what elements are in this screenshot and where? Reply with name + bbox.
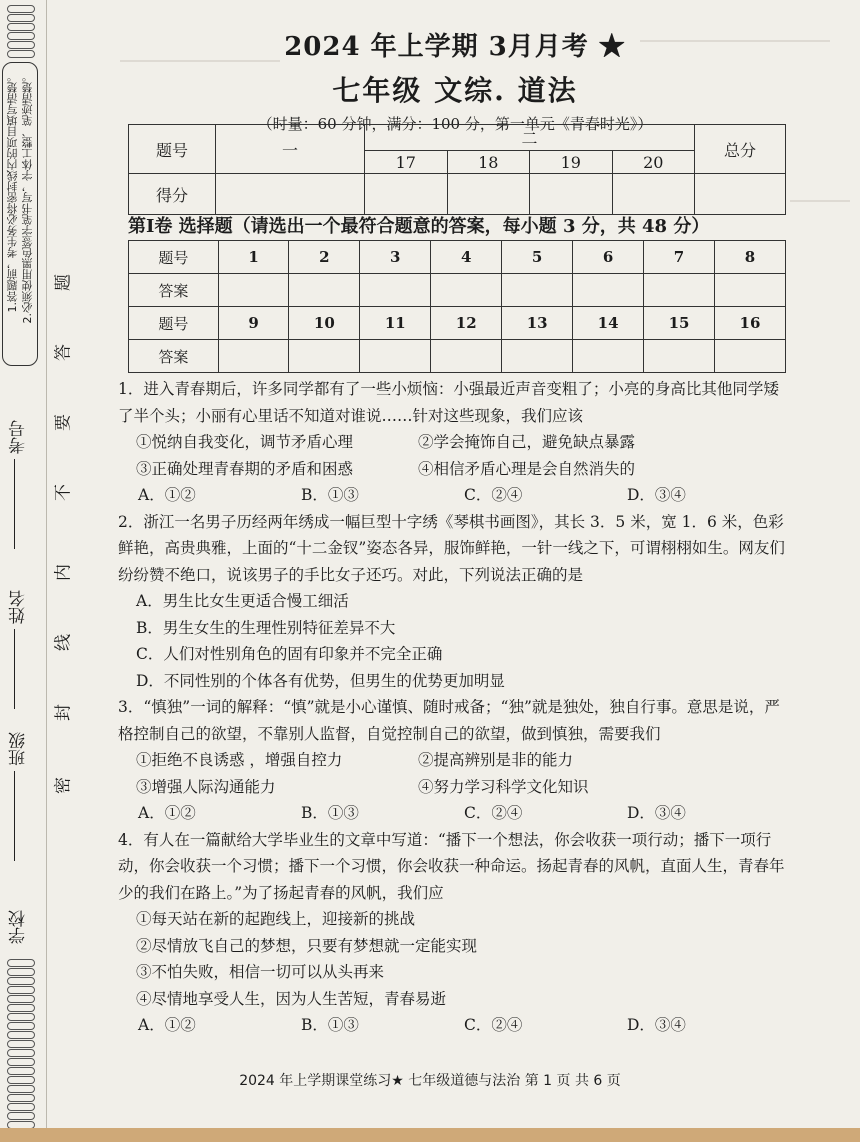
exam-subject: 七年级 文综. 道法 bbox=[332, 74, 578, 107]
answer-cell[interactable] bbox=[289, 274, 360, 307]
choice-b[interactable]: B．男生女生的生理性别特征差异不大 bbox=[136, 618, 396, 637]
score-cell[interactable] bbox=[216, 174, 365, 215]
score-sub-number: 19 bbox=[530, 151, 613, 174]
score-table bbox=[128, 124, 786, 215]
answer-label: 答案 bbox=[129, 340, 219, 373]
choice-d[interactable]: D．③④ bbox=[627, 486, 686, 504]
score-col-label: 题号 bbox=[129, 125, 216, 174]
question-stem: 3．“慎独”一词的解释：“慎”就是小心谨慎、随时戒备；“独”就是独处，独自行事。意思是说，严格控制自己的欲望，不靠别人监督，自觉控制自己的欲望，做到慎独，需要我们 bbox=[118, 698, 780, 743]
score-cell[interactable] bbox=[447, 174, 530, 215]
score-sub-number: 17 bbox=[365, 151, 448, 174]
score-part1: 一 bbox=[216, 125, 365, 174]
answer-cell[interactable] bbox=[644, 274, 715, 307]
answer-num-label: 题号 bbox=[129, 241, 219, 274]
choice-c[interactable]: C．②④ bbox=[464, 804, 523, 822]
question-stem: 1．进入青春期后，许多同学都有了一些小烦恼：小强最近声音变粗了；小亮的身高比其他同学矮了半个头；小丽有心里话不知道对谁说……针对这些现象，我们应该 bbox=[118, 380, 779, 425]
choice-d[interactable]: D．不同性别的个体各有优势，但男生的优势更加明显 bbox=[136, 671, 505, 690]
notice-box bbox=[2, 62, 38, 366]
seal-char: 封 bbox=[53, 704, 74, 721]
statement-row bbox=[136, 774, 790, 801]
desk-edge bbox=[0, 1128, 860, 1142]
choice-c[interactable]: C．人们对性别角色的固有印象并不完全正确 bbox=[136, 645, 443, 663]
answer-cell[interactable] bbox=[644, 340, 715, 373]
answer-cell[interactable] bbox=[573, 274, 644, 307]
name-label: 姓名 bbox=[9, 590, 29, 624]
answer-cell[interactable] bbox=[431, 274, 502, 307]
score-sub-number: 20 bbox=[612, 151, 695, 174]
choice-b[interactable]: B．①③ bbox=[301, 486, 359, 504]
binding-strip bbox=[0, 0, 47, 1128]
answer-num: 4 bbox=[431, 241, 502, 274]
punch-holes-top bbox=[3, 4, 39, 58]
answer-num: 10 bbox=[289, 307, 360, 340]
answer-cell[interactable] bbox=[360, 274, 431, 307]
number-line bbox=[14, 459, 16, 549]
answer-num: 12 bbox=[431, 307, 502, 340]
answer-cell[interactable] bbox=[573, 340, 644, 373]
seal-char: 答 bbox=[53, 344, 74, 361]
answer-num: 9 bbox=[218, 307, 289, 340]
seal-char: 不 bbox=[53, 484, 74, 501]
answer-cell[interactable] bbox=[289, 340, 360, 373]
seal-char: 要 bbox=[53, 414, 74, 431]
choice-a[interactable]: A．①② bbox=[138, 1016, 196, 1034]
notice-line-2: 2.必须使用黑色签字笔书写，字体工整、笔迹清楚。 bbox=[21, 71, 34, 324]
school-field[interactable] bbox=[6, 910, 31, 949]
choice-b[interactable]: B．①③ bbox=[301, 1016, 359, 1034]
exam-title: 2024 年上学期 3月月考 ★ bbox=[284, 32, 626, 62]
question-1 bbox=[118, 376, 790, 509]
answer-num: 13 bbox=[502, 307, 573, 340]
answer-num: 3 bbox=[360, 241, 431, 274]
show-through-mark bbox=[790, 200, 850, 202]
class-label: 班级 bbox=[9, 732, 29, 766]
statement: ②尽情放飞自己的梦想，只要有梦想就一定能实现 bbox=[136, 936, 478, 955]
name-line bbox=[14, 629, 16, 709]
statement: ④尽情地享受人生，因为人生苦短，青春易逝 bbox=[136, 989, 447, 1008]
choice-row bbox=[138, 482, 790, 509]
statement: ③正确处理青春期的矛盾和困惑 bbox=[136, 459, 354, 478]
question-4 bbox=[118, 827, 790, 1039]
answer-cell[interactable] bbox=[714, 340, 785, 373]
answer-cell[interactable] bbox=[218, 340, 289, 373]
answer-num: 7 bbox=[644, 241, 715, 274]
choice-row bbox=[138, 1012, 790, 1039]
score-sub-number: 18 bbox=[447, 151, 530, 174]
seal-char: 内 bbox=[53, 564, 74, 581]
answer-num: 16 bbox=[714, 307, 785, 340]
statement: ③不怕失败，相信一切可以从头再来 bbox=[136, 963, 385, 981]
statement: ①拒绝不良诱惑 ，增强自控力 bbox=[136, 751, 343, 769]
statement-row bbox=[136, 456, 790, 483]
question-2 bbox=[118, 509, 790, 695]
choice-a[interactable]: A．①② bbox=[138, 486, 196, 504]
question-stem: 2．浙江一名男子历经两年绣成一幅巨型十字绣《琴棋书画图》，其长 3．5 米，宽 1．6 米，色彩鲜艳，高贵典雅，上面的“十二金钗”姿态各异，服饰鲜艳，一针一线之下，可谓栩栩如生。网友们纷纷赞不绝口，说该男子的手比女子还巧。对此，下列说法正确的是 bbox=[118, 512, 785, 584]
answer-cell[interactable] bbox=[360, 340, 431, 373]
seal-char: 题 bbox=[53, 274, 74, 291]
choice-b[interactable]: B．①③ bbox=[301, 804, 359, 822]
statement: ①悦纳自我变化，调节矛盾心理 bbox=[136, 433, 354, 451]
statement: ②学会掩饰自己，避免缺点暴露 bbox=[418, 433, 636, 451]
answer-label: 答案 bbox=[129, 274, 219, 307]
answer-cell[interactable] bbox=[714, 274, 785, 307]
answer-cell[interactable] bbox=[502, 340, 573, 373]
answer-num: 14 bbox=[573, 307, 644, 340]
choice-a[interactable]: A．①② bbox=[138, 804, 196, 822]
choice-c[interactable]: C．②④ bbox=[464, 486, 523, 504]
statement: ②提高辨别是非的能力 bbox=[418, 751, 574, 769]
question-stem: 4．有人在一篇献给大学毕业生的文章中写道：“播下一个想法，你会收获一项行动；播下一项行动，你会收获一个习惯；播下一个习惯，你会收获一种命运。扬起青春的风帆，直面人生，青春年少的我们在路上。”为了扬起青春的风帆，我们应 bbox=[118, 830, 785, 902]
number-label: 考号 bbox=[9, 420, 29, 454]
answer-cell[interactable] bbox=[502, 274, 573, 307]
statement: ④努力学习科学文化知识 bbox=[418, 777, 589, 796]
choice-c[interactable]: C．②④ bbox=[464, 1016, 523, 1034]
choice-row bbox=[138, 800, 790, 827]
seal-char: 密 bbox=[53, 777, 74, 794]
score-cell[interactable] bbox=[530, 174, 613, 215]
statement-row bbox=[136, 429, 790, 456]
name-field[interactable] bbox=[6, 590, 46, 714]
school-label: 学校 bbox=[9, 910, 29, 944]
choice-a[interactable]: A．男生比女生更适合慢工细活 bbox=[136, 592, 349, 610]
score-cell[interactable] bbox=[612, 174, 695, 215]
score-part2: 二 bbox=[365, 125, 695, 151]
choice-d[interactable]: D．③④ bbox=[627, 804, 686, 822]
statement: ①每天站在新的起跑线上，迎接新的挑战 bbox=[136, 910, 416, 928]
exam-info: （时量：60 分钟，满分：100 分，第一单元《青春时光》） bbox=[257, 115, 653, 133]
statement: ④相信矛盾心理是会自然消失的 bbox=[418, 459, 636, 478]
answer-num: 15 bbox=[644, 307, 715, 340]
question-list bbox=[118, 376, 790, 1039]
header bbox=[120, 18, 790, 134]
page-footer: 2024 年上学期课堂练习★ 七年级道德与法治 第 1 页 共 6 页 bbox=[239, 1073, 621, 1089]
answer-num-label: 题号 bbox=[129, 307, 219, 340]
seal-char: 线 bbox=[53, 634, 74, 651]
answer-num: 11 bbox=[360, 307, 431, 340]
answer-num: 1 bbox=[218, 241, 289, 274]
answer-cell[interactable] bbox=[431, 340, 502, 373]
notice-line-1: 1.答题前，考生务必将密封线内的项目填写清楚。 bbox=[6, 71, 19, 313]
statement-row bbox=[136, 747, 790, 774]
score-cell[interactable] bbox=[695, 174, 786, 215]
class-field[interactable] bbox=[6, 732, 46, 866]
number-field[interactable] bbox=[6, 420, 46, 554]
question-3 bbox=[118, 694, 790, 827]
section-title: 第Ⅰ卷 选择题（请选出一个最符合题意的答案，每小题 3 分，共 48 分） bbox=[128, 216, 710, 237]
score-total: 总分 bbox=[695, 125, 786, 174]
answer-num: 2 bbox=[289, 241, 360, 274]
answer-num: 5 bbox=[502, 241, 573, 274]
answer-cell[interactable] bbox=[218, 274, 289, 307]
score-row-label: 得分 bbox=[129, 174, 216, 215]
choice-d[interactable]: D．③④ bbox=[627, 1016, 686, 1034]
answer-num: 8 bbox=[714, 241, 785, 274]
answer-grid bbox=[128, 240, 786, 373]
statement: ③增强人际沟通能力 bbox=[136, 777, 276, 796]
answer-num: 6 bbox=[573, 241, 644, 274]
score-cell[interactable] bbox=[365, 174, 448, 215]
punch-holes-bottom bbox=[3, 958, 39, 1138]
class-line bbox=[14, 771, 16, 861]
